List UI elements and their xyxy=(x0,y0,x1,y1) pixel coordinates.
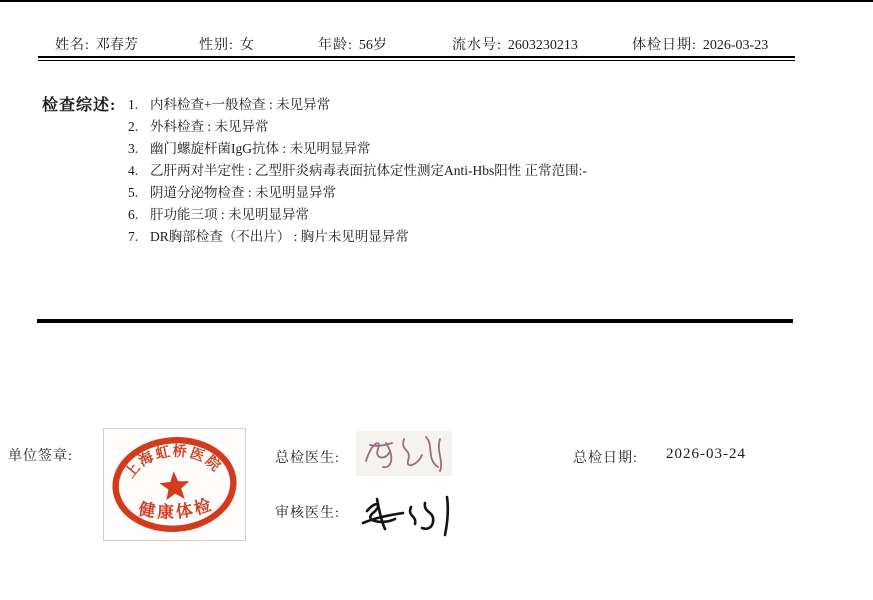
gender-label: 性别: xyxy=(199,38,234,53)
item-number: 4. xyxy=(128,163,139,178)
item-text: 肝功能三项 : 未见明显异常 xyxy=(150,207,310,222)
summary-item xyxy=(128,138,587,160)
final-date-value: 2026-03-24 xyxy=(666,446,746,462)
item-number: 2. xyxy=(128,119,139,134)
header-field-serial xyxy=(452,34,578,54)
header-field-exam-date xyxy=(632,34,768,54)
header-field-age xyxy=(318,34,387,54)
summary-item xyxy=(128,116,587,138)
item-number: 1. xyxy=(128,97,139,112)
summary-item xyxy=(128,226,587,248)
gender-value: 女 xyxy=(239,38,254,53)
item-number: 3. xyxy=(128,141,139,156)
summary-list xyxy=(128,94,587,248)
seal-bottom-text: 健康体检 xyxy=(137,494,217,522)
name-label: 姓名: xyxy=(55,38,90,53)
exam-date-value: 2026-03-23 xyxy=(702,38,769,53)
item-text: 乙肝两对半定性 : 乙型肝炎病毒表面抗体定性测定Anti-Hbs阳性 正常范围:- xyxy=(150,163,587,178)
final-date-label: 总检日期: xyxy=(573,451,638,466)
item-number: 5. xyxy=(128,185,139,200)
summary-heading: 检查综述: xyxy=(42,97,117,114)
exam-date-label: 体检日期: xyxy=(632,38,697,53)
chief-doctor-signature xyxy=(356,431,452,476)
seal-star-icon xyxy=(159,470,191,500)
item-text: 幽门螺旋杆菌IgG抗体 : 未见明显异常 xyxy=(150,141,371,156)
serial-value: 2603230213 xyxy=(507,38,578,53)
signature-icon xyxy=(357,491,461,539)
header-field-name xyxy=(55,34,138,54)
summary-item xyxy=(128,160,587,182)
item-number: 6. xyxy=(128,207,139,222)
unit-seal-label: 单位签章: xyxy=(8,449,73,464)
header-divider xyxy=(38,56,795,61)
chief-doctor-label: 总检医生: xyxy=(275,451,340,466)
hospital-seal-icon xyxy=(104,429,245,540)
item-text: 外科检查 : 未见异常 xyxy=(150,119,269,134)
item-text: 内科检查+一般检查 : 未见异常 xyxy=(150,97,331,112)
review-doctor-label: 审核医生: xyxy=(275,506,340,521)
summary-item xyxy=(128,94,587,116)
seal-top-text: 上海虹桥医院 xyxy=(122,443,225,482)
item-text: 阴道分泌物检查 : 未见明显异常 xyxy=(150,185,337,200)
review-doctor-signature xyxy=(357,491,461,539)
signature-icon xyxy=(356,431,452,476)
header-field-gender xyxy=(199,34,254,54)
hospital-seal-stamp xyxy=(103,428,246,541)
item-number: 7. xyxy=(128,229,139,244)
age-value: 56岁 xyxy=(358,38,387,53)
item-text: DR胸部检查（不出片） : 胸片未见明显异常 xyxy=(150,229,409,244)
section-divider xyxy=(37,319,793,323)
age-label: 年龄: xyxy=(318,38,353,53)
serial-label: 流水号: xyxy=(452,38,502,53)
name-value: 邓春芳 xyxy=(95,38,138,53)
top-divider xyxy=(0,0,873,2)
summary-item xyxy=(128,182,587,204)
summary-item xyxy=(128,204,587,226)
